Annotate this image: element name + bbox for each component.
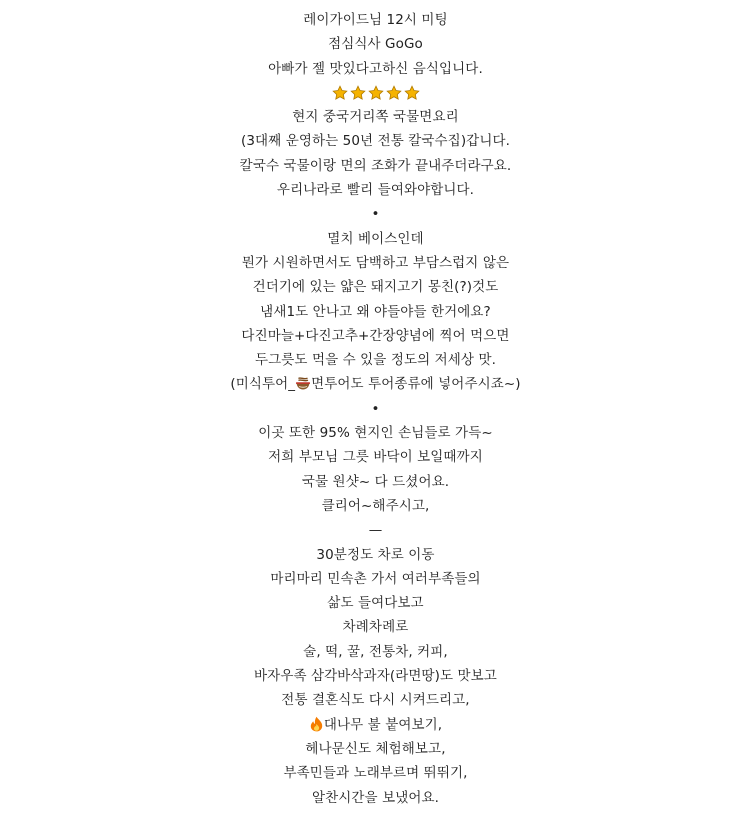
text-line: 두그릇도 먹을 수 있을 정도의 저세상 맛.: [255, 352, 496, 369]
text-line: 건더기에 있는 얇은 돼지고기 몽친(?)것도: [252, 279, 499, 296]
text-line: 부족민들과 노래부르며 뛰뛰기,: [283, 765, 468, 782]
text-line: 점심식사 GoGo: [328, 36, 423, 53]
star-icon: [404, 85, 420, 101]
text-line: 마리마리 민속촌 가서 여러부족들의: [270, 570, 481, 587]
star-icon: [386, 85, 402, 101]
text-line: 우리나라로 빨리 들여와야합니다.: [276, 182, 475, 199]
star-icon: [368, 85, 384, 101]
text-line: 아빠가 젤 맛있다고하신 음식입니다.: [268, 60, 483, 77]
text-line: 냄새1도 안나고 왜 야들야들 한거에요?: [260, 303, 491, 320]
text-line: 국물 원샷~ 다 드셨어요.: [301, 473, 450, 490]
text-line: 헤나문신도 체험해보고,: [305, 740, 446, 757]
star-rating: [332, 85, 420, 101]
food-tour-line: [0, 372, 751, 396]
text-line: 저희 부모님 그릇 바닥이 보일때까지: [268, 449, 483, 466]
text-line: 알찬시간을 보냈어요.: [311, 789, 440, 806]
text-line: 삶도 들여다보고: [327, 595, 424, 612]
ramen-bowl-icon: [295, 375, 311, 391]
text-line: 칼국수 국물이랑 면의 조화가 끝내주더라구요.: [239, 157, 512, 174]
text-line: 다진마늘+다진고추+간장양념에 찍어 먹으면: [241, 327, 510, 344]
text-line: 현지 중국거리쪽 국물면요리: [292, 109, 459, 126]
text-line: 바자우족 삼각바삭과자(라면땅)도 맛보고: [254, 668, 497, 685]
text-line: 멸치 베이스인데: [327, 230, 424, 247]
text-line: 레이가이드님 12시 미팅: [303, 12, 448, 28]
fire-icon: [309, 716, 324, 732]
text-line: 뭔가 시원하면서도 담백하고 부담스럽지 않은: [241, 254, 510, 271]
text-line: 술, 떡, 꿀, 전통차, 커피,: [303, 643, 448, 660]
text-line: 30분정도 차로 이동: [316, 546, 435, 563]
text-line: 차례차례로: [342, 619, 409, 636]
bullet-separator: •: [371, 400, 380, 417]
fire-line-text: 대나무 불 붙여보기,: [323, 716, 443, 733]
dash-separator: —: [368, 522, 383, 539]
text-line: 이곳 또한 95% 현지인 손님들로 가득~: [258, 425, 493, 442]
food-tour-text-before: (미식투어_: [230, 376, 296, 393]
star-icon: [350, 85, 366, 101]
text-line: 클리어~해주시고,: [321, 497, 430, 514]
text-line: 전통 결혼식도 다시 시켜드리고,: [281, 692, 470, 709]
text-line: (3대째 운영하는 50년 전통 칼국수집)갑니다.: [240, 133, 510, 150]
star-icon: [332, 85, 348, 101]
rating-line: [0, 81, 751, 105]
food-tour-text-after: 면투어도 투어종류에 넣어주시죠~): [311, 376, 521, 393]
fire-line: [0, 713, 751, 737]
bullet-separator: •: [371, 206, 380, 223]
